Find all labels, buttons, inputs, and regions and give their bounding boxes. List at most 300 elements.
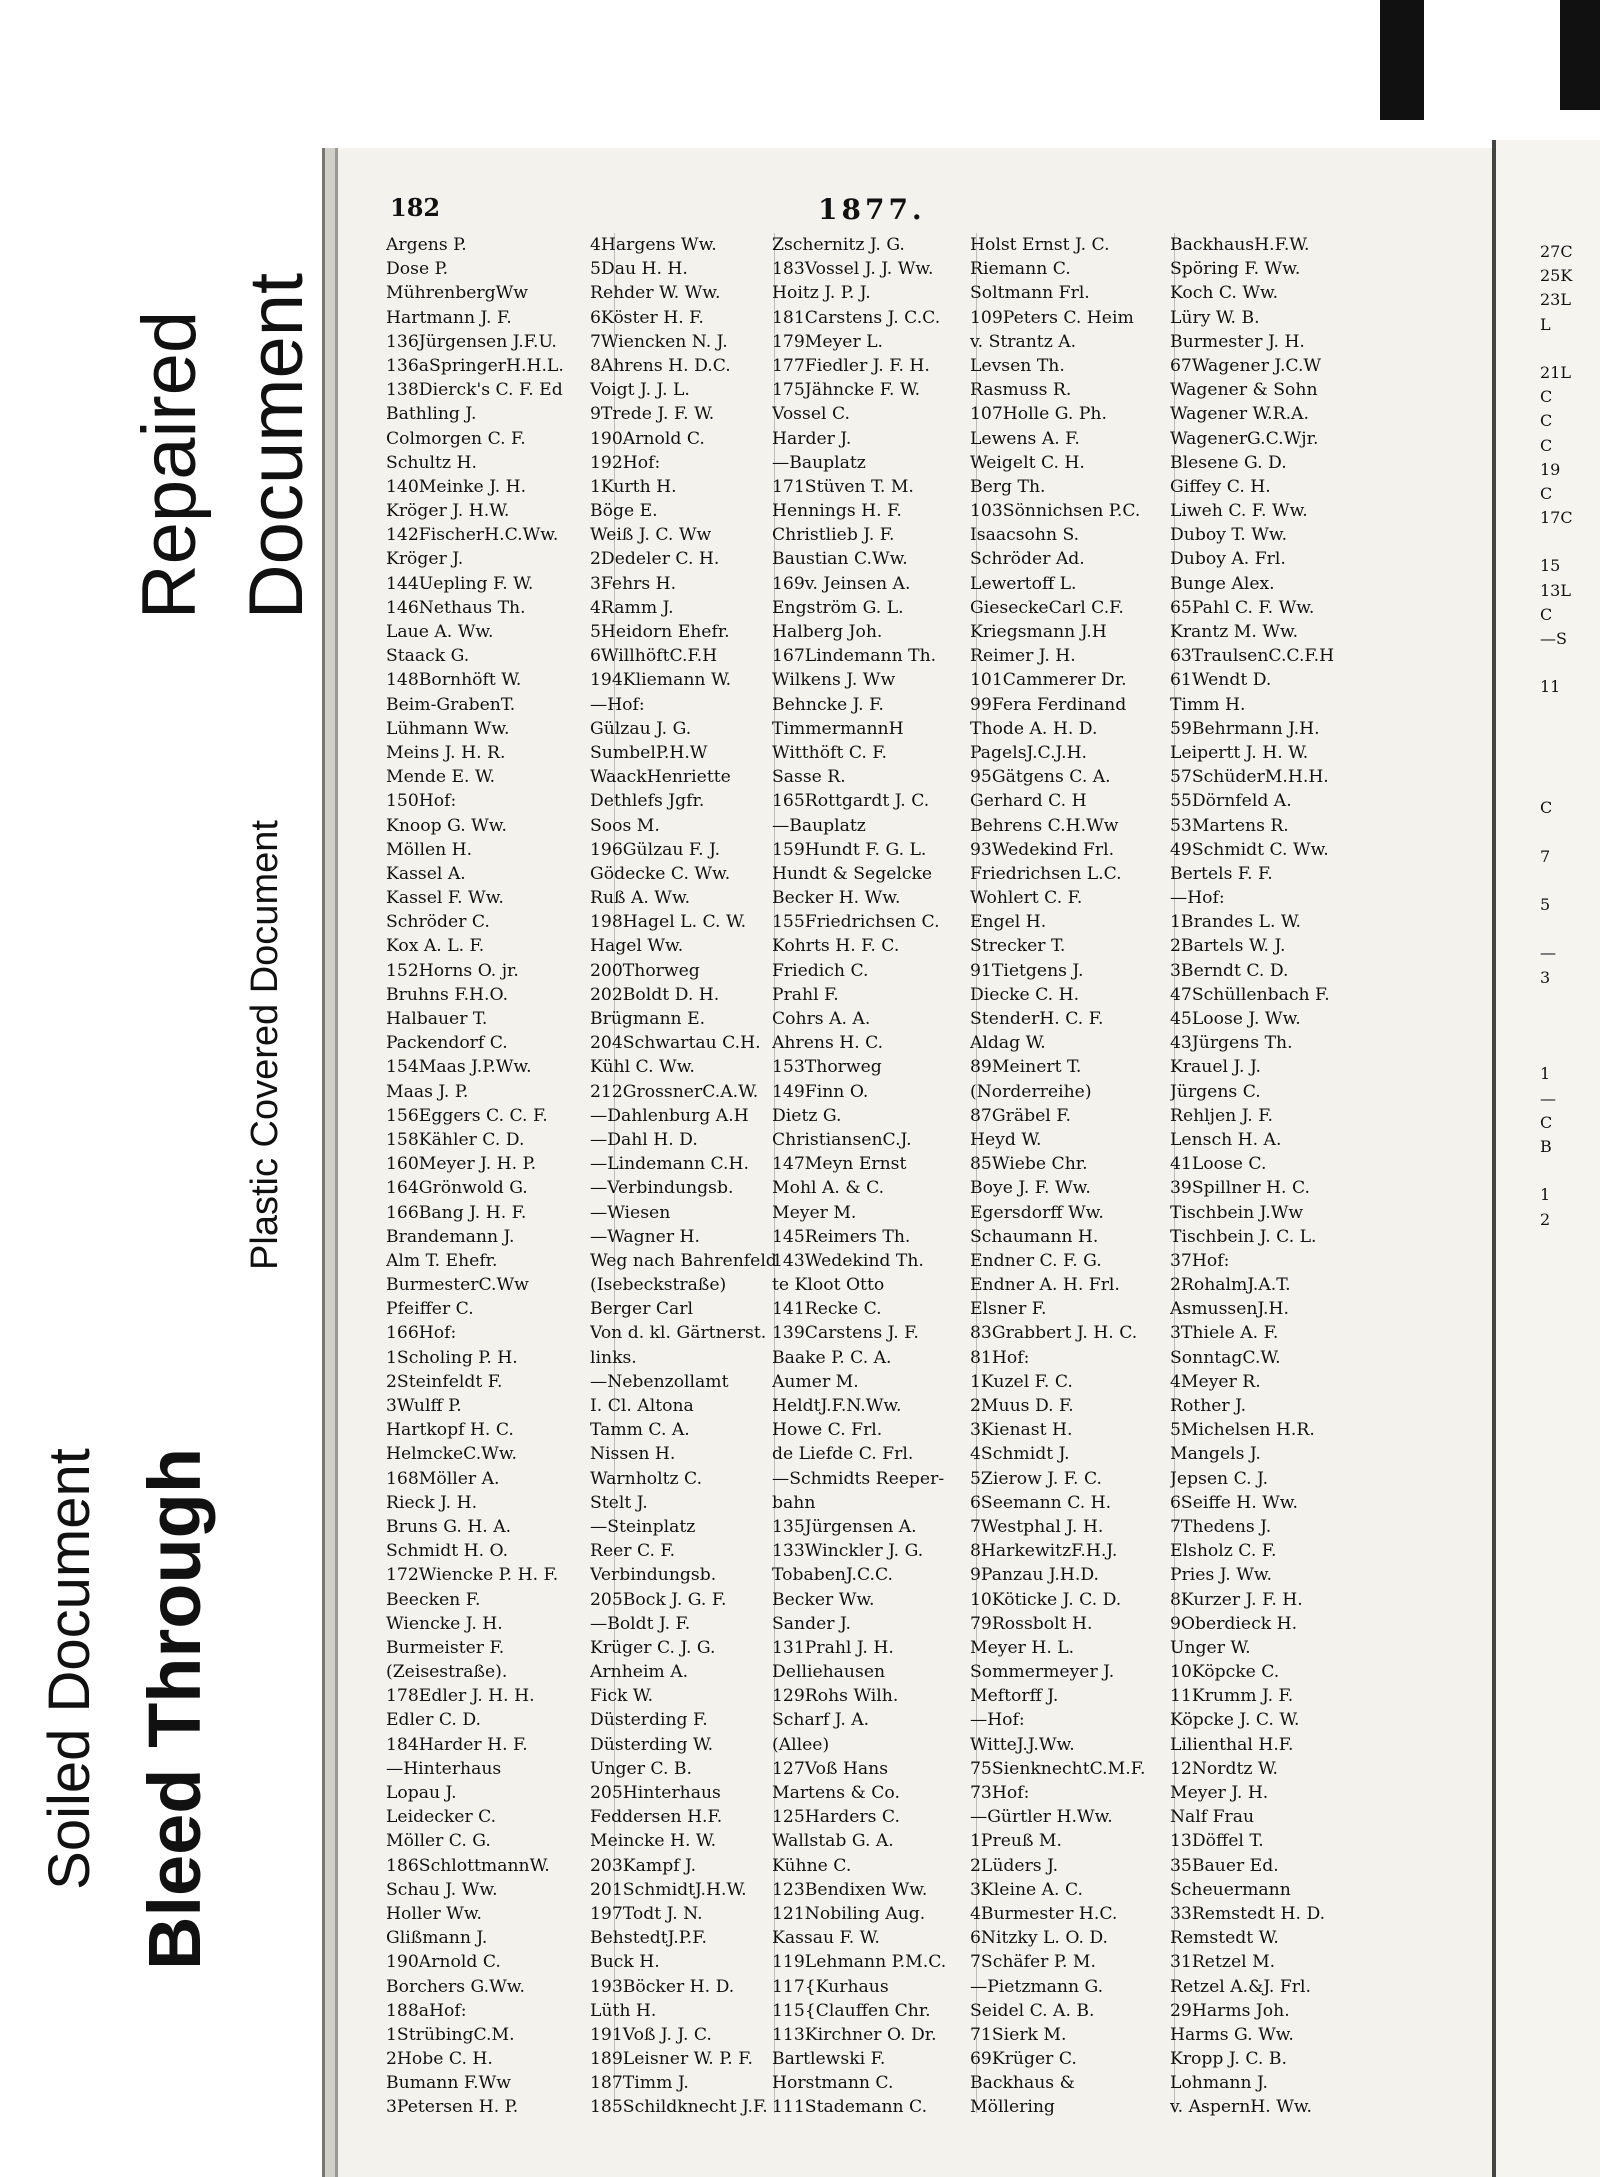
directory-entry: Nissen H. [590,1444,676,1465]
directory-entry: 191Voß J. J. C. [590,2024,712,2045]
directory-entry: Alm T. Ehefr. [386,1250,498,1271]
directory-entry: (Allee) [772,1734,830,1755]
directory-entry: Baake P. C. A. [772,1347,892,1368]
directory-entry: —Dahlenburg A.H [590,1105,749,1126]
directory-entry: WitteJ.J.Ww. [970,1734,1075,1755]
directory-entry: 7Schäfer P. M. [970,1952,1096,1973]
facing-page-fragment: B [1540,1136,1552,1156]
directory-entry: 196Gülzau F. J. [590,839,721,860]
facing-page-fragment: 17C [1540,508,1573,528]
directory-entry: Halberg Joh. [772,622,883,642]
directory-entry: 35Bauer Ed. [1170,1855,1279,1876]
directory-entry: Gödecke C. Ww. [590,863,731,884]
facing-page-fragment [1540,1159,1600,1183]
directory-entry: 89Meinert T. [970,1057,1082,1078]
directory-entry: Becker Ww. [772,1589,875,1610]
directory-entry: 4Hargens Ww. [590,235,717,255]
directory-entry: Buck H. [590,1952,660,1973]
directory-entry: 4Schmidt J. [970,1444,1070,1465]
facing-page-fragment: C [1540,798,1553,818]
directory-entry: Martens & Co. [772,1783,900,1803]
directory-entry: Ruß A. Ww. [590,888,691,909]
directory-entry: Verbindungsb. [590,1565,717,1586]
directory-entry: Schau J. Ww. [386,1879,498,1900]
directory-entry: Berger Carl [590,1299,693,1320]
directory-entry: 10Köticke J. C. D. [970,1589,1122,1610]
directory-entry: te Kloot Otto [772,1275,885,1296]
directory-entry: Jürgens C. [1170,1081,1261,1102]
directory-entry: Schröder Ad. [970,549,1085,570]
directory-entry: I. Cl. Altona [590,1396,694,1416]
directory-entry: Schröder C. [386,912,490,933]
directory-entry: 39Spillner H. C. [1170,1178,1310,1199]
directory-entry: Argens P. [386,235,467,255]
directory-entry: 117{Kurhaus [772,1976,889,1997]
directory-entry: 201SchmidtJ.H.W. [590,1879,747,1900]
directory-entry: —Nebenzollamt [590,1371,729,1392]
directory-entry: 3Thiele A. F. [1170,1323,1279,1344]
directory-entry: 53Martens R. [1170,815,1289,836]
directory-entry: Lopau J. [386,1783,457,1803]
directory-entry: Boye J. F. Ww. [970,1178,1091,1199]
facing-page-fragment [1540,530,1600,554]
directory-entry: Meyer M. [772,1202,857,1223]
directory-entry: (Norderreihe) [970,1081,1092,1102]
directory-entry: 3Berndt C. D. [1170,960,1289,981]
directory-entry: Retzel A.&J. Frl. [1170,1976,1311,1997]
facing-page-fragment: 7 [1540,846,1551,866]
directory-entry: Diecke C. H. [970,984,1080,1005]
directory-entry: Beecken F. [386,1589,481,1610]
directory-entry: 164Grönwold G. [386,1178,528,1199]
directory-entry: 186SchlottmannW. [386,1855,550,1876]
mask-label-bleed: Bleed Through [133,1447,216,1970]
directory-entry: 156Eggers C. C. F. [386,1105,548,1126]
directory-entry: 49Schmidt C. Ww. [1170,839,1329,860]
directory-entry: 185Schildknecht J.F. [590,2097,768,2118]
page-year: 1877. [818,193,926,226]
facing-page-fragment: 23L [1540,290,1571,310]
directory-entry: 143Wedekind Th. [772,1250,924,1271]
directory-entry: Möller C. G. [386,1831,491,1852]
address-column-1 [386,233,612,2120]
directory-entry: 1StrübingC.M. [386,2024,515,2045]
facing-page-fragment [1540,990,1600,1014]
directory-entry: Lühmann Ww. [386,718,510,739]
mask-label-document: Document [234,272,319,620]
directory-entry: 71Sierk M. [970,2024,1067,2045]
directory-entry: Krüger C. J. G. [590,1637,716,1658]
directory-entry: Engel H. [970,912,1047,933]
directory-entry: WaackHenriette [590,767,731,788]
facing-page-fragment: 1 [1540,1185,1551,1205]
directory-entry: 10Köpcke C. [1170,1662,1280,1683]
directory-entry: 6Köster H. F. [590,307,704,328]
directory-entry: Kröger J. [386,549,464,570]
facing-page-fragment: C [1540,411,1553,431]
address-column-4 [970,233,1170,2120]
directory-entry: 107Holle G. Ph. [970,404,1107,425]
directory-entry: 3Kleine A. C. [970,1879,1083,1900]
directory-entry: 159Hundt F. G. L. [772,839,927,860]
directory-entry: —Gürtler H.Ww. [970,1807,1113,1828]
facing-page-fragment: — [1540,943,1556,963]
directory-entry: 4Burmester H.C. [970,1903,1118,1924]
directory-entry: 144Uepling F. W. [386,573,534,594]
directory-entry: 95Gätgens C. A. [970,767,1111,788]
directory-entry: Voigt J. J. L. [590,380,690,401]
directory-entry: 131Prahl J. H. [772,1637,894,1658]
directory-entry: Reer C. F. [590,1541,676,1562]
directory-entry: 73Hof: [970,1783,1030,1803]
facing-page-fragment: 2 [1540,1209,1551,1229]
facing-page-fragment: 1 [1540,1064,1551,1084]
directory-entry: Lensch H. A. [1170,1129,1282,1150]
facing-page-fragment: 21L [1540,362,1571,382]
directory-entry: 205Bock J. G. F. [590,1589,727,1610]
directory-entry: Packendorf C. [386,1033,508,1054]
directory-entry: Unger C. B. [590,1758,692,1779]
directory-entry: 69Krüger C. [970,2049,1077,2070]
directory-entry: Delliehausen [772,1662,886,1683]
directory-entry: 205Hinterhaus [590,1783,721,1803]
directory-entry: Scheuermann [1170,1879,1291,1900]
directory-entry: Baustian C.Ww. [772,549,908,570]
directory-entry: 101Cammerer Dr. [970,670,1127,691]
directory-entry: de Liefde C. Frl. [772,1444,914,1465]
directory-entry: Blesene G. D. [1170,452,1287,473]
directory-entry: Friedich C. [772,960,869,981]
directory-entry: Schultz H. [386,452,477,473]
directory-entry: 113Kirchner O. Dr. [772,2024,937,2045]
directory-entry: 169v. Jeinsen A. [772,573,911,594]
directory-entry: 148Bornhöft W. [386,670,522,691]
directory-entry: Harder J. [772,428,852,449]
directory-entry: Wagener & Sohn [1170,380,1318,401]
directory-entry: 194Kliemann W. [590,670,732,691]
directory-entry: TobabenJ.C.C. [772,1565,893,1586]
directory-entry: 4Meyer R. [1170,1371,1261,1392]
directory-entry: 9Panzau J.H.D. [970,1565,1099,1586]
directory-entry: Borchers G.Ww. [386,1976,525,1997]
facing-page-fragment: 15 [1540,556,1561,576]
directory-entry: Remstedt W. [1170,1928,1279,1949]
directory-entry: 7Thedens J. [1170,1516,1272,1537]
directory-entry: 192Hof: [590,452,661,473]
directory-entry: 177Fiedler J. F. H. [772,355,930,376]
directory-entry: Wohlert C. F. [970,888,1083,909]
facing-page-fragment: C [1540,435,1553,455]
directory-entry: 190Arnold C. [590,428,705,449]
directory-entry: 63TraulsenC.C.F.H [1170,646,1335,667]
directory-entry: Colmorgen C. F. [386,428,526,449]
directory-entry: 29Harms Joh. [1170,2000,1290,2021]
directory-entry: Bartlewski F. [772,2049,886,2070]
directory-entry: 135Jürgensen A. [772,1516,917,1537]
directory-entry: 61Wendt D. [1170,670,1272,691]
directory-entry: 168Möller A. [386,1468,500,1489]
directory-entry: Kox A. L. F. [386,936,485,957]
directory-entry: Glißmann J. [386,1928,488,1949]
directory-entry: Harms G. Ww. [1170,2024,1294,2045]
directory-entry: 93Wedekind Frl. [970,839,1115,860]
directory-entry: Brandemann J. [386,1226,515,1247]
directory-entry: Arnheim A. [590,1662,689,1683]
directory-entry: Bruhns F.H.O. [386,984,509,1005]
directory-entry: 87Gräbel F. [970,1105,1071,1126]
directory-entry: Meyer H. L. [970,1637,1075,1658]
directory-entry: BehstedtJ.P.F. [590,1928,707,1949]
directory-entry: 178Edler J. H. H. [386,1686,535,1707]
directory-entry: Stelt J. [590,1492,648,1513]
facing-page-fragment: 27C [1540,242,1573,261]
directory-entry: v. Strantz A. [970,331,1077,352]
directory-entry: 204Schwartau C.H. [590,1033,761,1054]
directory-entry: Kassel F. Ww. [386,888,504,909]
directory-entry: Prahl F. [772,984,839,1005]
directory-entry: Tischbein J.Ww [1170,1202,1304,1223]
directory-entry: 138Dierck's C. F. Ed [386,380,563,401]
directory-entry: 142FischerH.C.Ww. [386,525,559,546]
directory-entry: 31Retzel M. [1170,1952,1276,1973]
directory-entry: Rehder W. Ww. [590,283,721,304]
directory-entry: 47Schüllenbach F. [1170,984,1330,1005]
directory-entry: MührenbergWw [386,283,528,304]
directory-entry: Hennings H. F. [772,501,902,522]
directory-entry: Rehljen J. F. [1170,1105,1273,1126]
directory-entry: —Hinterhaus [386,1758,502,1779]
directory-entry: Böge E. [590,501,658,522]
directory-entry: Düsterding W. [590,1734,714,1755]
directory-entry: Endner C. F. G. [970,1250,1102,1271]
directory-entry: Leipertt J. H. W. [1170,742,1309,763]
directory-entry: Wagener W.R.A. [1170,404,1309,425]
directory-entry: SonntagC.W. [1170,1347,1281,1368]
directory-entry: 171Stüven T. M. [772,476,914,497]
directory-entry: Berg Th. [970,476,1046,497]
directory-entry: 2Muus D. F. [970,1396,1074,1416]
directory-entry: 3Petersen H. P. [386,2097,519,2118]
directory-entry: 1Brandes L. W. [1170,912,1302,933]
directory-entry: 153Thorweg [772,1057,882,1078]
directory-entry: Sommermeyer J. [970,1662,1115,1683]
directory-entry: 155Friedrichsen C. [772,912,940,933]
directory-entry: ChristiansenC.J. [772,1129,912,1150]
directory-entry: 165Rottgardt J. C. [772,791,930,812]
facing-page-fragment: C [1540,1112,1553,1132]
top-right-black-bar [1380,0,1424,120]
directory-entry: 154Maas J.P.Ww. [386,1057,532,1078]
directory-entry: Bumann F.Ww [386,2073,511,2094]
directory-entry: (Zeisestraße). [386,1662,508,1683]
directory-entry: AsmussenJ.H. [1170,1299,1289,1320]
directory-entry: Behncke J. F. [772,694,884,715]
directory-entry: Unger W. [1170,1637,1251,1658]
directory-entry: —Verbindungsb. [590,1178,734,1199]
directory-entry: Möllering [970,2097,1055,2118]
directory-entry: Witthöft C. F. [772,742,887,763]
directory-entry: 81Hof: [970,1347,1030,1368]
facing-page-fragment: L [1540,314,1551,334]
directory-entry: Burmester J. H. [1170,331,1305,352]
facing-page-fragment [1540,821,1600,845]
directory-entry: Halbauer T. [386,1009,488,1029]
facing-page-fragment [1540,869,1600,893]
directory-entry: Kassau F. W. [772,1928,880,1949]
directory-entry: Jepsen C. J. [1170,1468,1269,1489]
directory-entry: Köpcke J. C. W. [1170,1710,1300,1731]
directory-entry: Mohl A. & C. [772,1178,885,1199]
directory-entry: Kriegsmann J.H [970,622,1107,642]
directory-entry: 147Meyn Ernst [772,1154,907,1175]
directory-entry: Mangels J. [1170,1444,1261,1465]
facing-page-fragment: 5 [1540,895,1551,915]
directory-entry: 13Döffel T. [1170,1831,1264,1852]
directory-entry: Kühl C. Ww. [590,1057,695,1078]
directory-entry: 6WillhöftC.F.H [590,646,718,667]
directory-entry: 140Meinke J. H. [386,476,527,497]
directory-entry: Koch C. Ww. [1170,283,1279,304]
directory-entry: Warnholtz C. [590,1468,703,1489]
facing-page-fragment [1540,724,1600,748]
directory-entry: 198Hagel L. C. W. [590,912,747,933]
directory-entry: Kohrts H. F. C. [772,936,900,957]
directory-entry: Gülzau J. G. [590,718,692,739]
directory-entry: —Hof: [970,1710,1025,1731]
directory-entry: 136aSpringerH.H.L. [386,355,564,376]
directory-entry: —Boldt J. F. [590,1613,691,1634]
directory-entry: 6Nitzky L. O. D. [970,1928,1109,1949]
directory-entry: 9Trede J. F. W. [590,404,715,425]
directory-entry: Pfeiffer C. [386,1299,474,1320]
directory-entry: Leidecker C. [386,1807,497,1828]
directory-entry: links. [590,1347,637,1368]
directory-entry: Kassel A. [386,863,466,884]
directory-entry: 75SienknechtC.M.F. [970,1758,1146,1779]
directory-entry: Brügmann E. [590,1009,706,1029]
directory-entry: BackhausH.F.W. [1170,235,1310,255]
directory-entry: 2Hobe C. H. [386,2049,493,2070]
directory-entry: —Hof: [1170,888,1225,909]
directory-entry: Duboy T. Ww. [1170,525,1288,546]
directory-entry: 166Bang J. H. F. [386,1202,527,1223]
directory-entry: 43Jürgens Th. [1170,1033,1293,1054]
directory-entry: Meincke H. W. [590,1831,717,1852]
directory-entry: Elsholz C. F. [1170,1541,1277,1562]
directory-entry: 7Wiencken N. J. [590,331,728,352]
directory-entry: GieseckeCarl C.F. [970,597,1124,618]
directory-entry: 202Boldt D. H. [590,984,720,1005]
directory-entry: Becker H. Ww. [772,888,901,909]
directory-entry: 99Fera Ferdinand [970,694,1127,715]
facing-page-fragment: 3 [1540,967,1551,987]
directory-entry: Ahrens H. C. [772,1033,884,1054]
directory-entry: Horstmann C. [772,2073,894,2094]
directory-entry: 65Pahl C. F. Ww. [1170,597,1315,618]
directory-entry: 123Bendixen Ww. [772,1879,928,1900]
directory-entry: Fick W. [590,1686,654,1707]
directory-entry: 6Seiffe H. Ww. [1170,1492,1298,1513]
directory-entry: Dose P. [386,259,449,280]
address-column-5 [1170,233,1370,2120]
directory-entry: 6Seemann C. H. [970,1492,1112,1513]
directory-entry: Weg nach Bahrenfeld [590,1250,777,1271]
directory-entry: HelmckeC.Ww. [386,1444,517,1465]
directory-entry: Hartkopf H. C. [386,1420,514,1441]
directory-entry: 197Todt J. N. [590,1903,703,1924]
directory-entry: 127Voß Hans [772,1758,889,1779]
directory-entry: 5Heidorn Ehefr. [590,622,730,642]
directory-entry: 183Vossel J. J. Ww. [772,259,934,280]
directory-entry: Endner A. H. Frl. [970,1275,1120,1296]
directory-entry: 158Kähler C. D. [386,1129,525,1150]
directory-entry: 5Dau H. H. [590,259,688,280]
directory-entry: —Dahl H. D. [590,1129,698,1150]
directory-entry: HeldtJ.F.N.Ww. [772,1396,902,1416]
directory-entry: 125Harders C. [772,1807,900,1828]
directory-entry: Weigelt C. H. [970,452,1085,473]
directory-entry: 103Sönnichsen P.C. [970,501,1141,522]
directory-entry: 111Stademann C. [772,2097,928,2118]
directory-entry: Cohrs A. A. [772,1009,871,1029]
directory-entry: Lohmann J. [1170,2073,1268,2094]
directory-entry: Tamm C. A. [590,1420,690,1441]
directory-entry: 2Steinfeldt F. [386,1371,503,1392]
directory-entry: Düsterding F. [590,1710,708,1731]
directory-entry: 136Jürgensen J.F.U. [386,331,557,352]
directory-entry: Nalf Frau [1170,1807,1255,1828]
directory-entry: BurmesterC.Ww [386,1275,529,1296]
mask-label-soiled: Soiled Document [37,1448,102,1890]
directory-entry: Sasse R. [772,767,846,788]
directory-entry: Timm H. [1170,694,1246,715]
directory-entry: StenderH. C. F. [970,1009,1104,1029]
directory-entry: Holler Ww. [386,1903,482,1924]
directory-entry: Hundt & Segelcke [772,863,933,884]
directory-entry: 37Hof: [1170,1250,1230,1271]
directory-entry: Strecker T. [970,936,1066,957]
directory-entry: 8Kurzer J. F. H. [1170,1589,1303,1610]
directory-entry: 4Ramm J. [590,597,674,618]
directory-entry: Liweh C. F. Ww. [1170,501,1308,522]
directory-entry: Rasmuss R. [970,380,1072,401]
directory-entry: Lilienthal H.F. [1170,1734,1294,1755]
directory-entry: 9Oberdieck H. [1170,1613,1298,1634]
directory-entry: 57SchüderM.H.H. [1170,767,1329,788]
directory-entry: 33Remstedt H. D. [1170,1903,1326,1924]
mask-label-repaired: Repaired [127,310,212,620]
directory-entry: TimmermannH [772,718,904,739]
directory-entry: Möllen H. [386,839,473,860]
directory-entry: Scharf J. A. [772,1710,870,1731]
facing-page-fragment: — [1540,1088,1556,1108]
directory-entry: Sander J. [772,1613,851,1634]
directory-entry: 1Preuß M. [970,1831,1062,1852]
directory-entry: 83Grabbert J. H. C. [970,1323,1138,1344]
directory-entry: Lüry W. B. [1170,307,1260,328]
directory-entry: 41Loose C. [1170,1154,1267,1175]
directory-entry: 121Nobiling Aug. [772,1903,926,1924]
directory-entry: Riemann C. [970,259,1071,280]
directory-entry: —Pietzmann G. [970,1976,1104,1997]
facing-page-fragment [1540,700,1600,724]
directory-entry: Gerhard C. H [970,791,1087,812]
directory-entry: 8HarkewitzF.H.J. [970,1541,1118,1562]
directory-entry: 59Behrmann J.H. [1170,718,1320,739]
directory-entry: Hoitz J. P. J. [772,283,871,304]
address-column-2 [590,233,780,2120]
directory-entry: Hartmann J. F. [386,307,512,328]
